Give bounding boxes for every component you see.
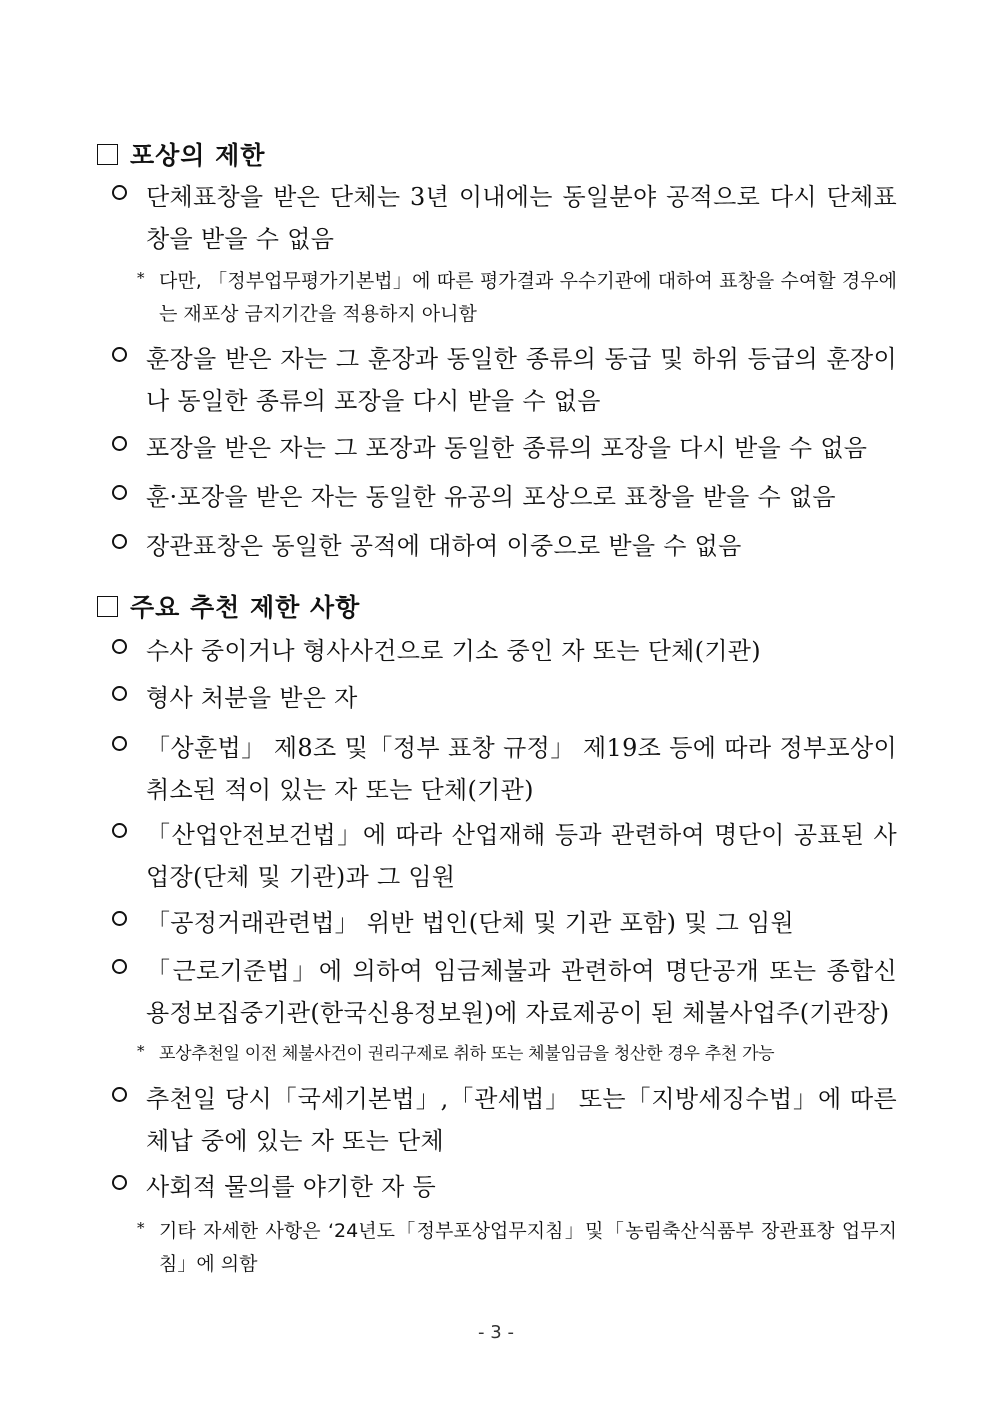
circle-bullet-icon: [112, 436, 127, 451]
list-item: [112, 476, 897, 518]
list-item: [112, 1078, 897, 1162]
circle-bullet-icon: [112, 686, 127, 701]
circle-bullet-icon: [112, 534, 127, 549]
list-item: [112, 902, 897, 944]
asterisk-marker: *: [137, 1042, 145, 1060]
circle-bullet-icon: [112, 911, 127, 926]
footnote-text: 기타 자세한 사항은 ‘24년도「정부포상업무지침」및「농림축산식품부 장관표창 업무지침」에 의함: [159, 1220, 897, 1275]
section-title: 포상의 제한: [130, 141, 266, 170]
asterisk-marker: *: [137, 1219, 145, 1237]
list-item: [112, 525, 897, 567]
circle-bullet-icon: [112, 185, 127, 200]
section-heading-recommendation-restrictions: [97, 588, 360, 624]
checkbox-square-icon: [97, 596, 118, 617]
list-item-text: 「공정거래관련법」 위반 법인(단체 및 기관 포함) 및 그 임원: [146, 909, 795, 937]
list-item-text: 훈장을 받은 자는 그 훈장과 동일한 종류의 동급 및 하위 등급의 훈장이나 동일한 종류의 포장을 다시 받을 수 없음: [146, 345, 897, 415]
footnote: [137, 1038, 897, 1071]
list-item-text: 단체표창을 받은 단체는 3년 이내에는 동일분야 공적으로 다시 단체표창을 받을 수 없음: [146, 183, 897, 253]
list-item: [112, 727, 897, 811]
list-item: [112, 630, 897, 672]
footnote: [137, 1215, 897, 1281]
footnote-text: 포상추천일 이전 체불사건이 권리구제로 취하 또는 체불임금을 청산한 경우 추천 가능: [159, 1044, 775, 1064]
page-number: - 3 -: [478, 1322, 514, 1343]
list-item: [112, 1166, 897, 1208]
list-item: [112, 950, 897, 1034]
checkbox-square-icon: [97, 144, 118, 165]
list-item-text: 장관표창은 동일한 공적에 대하여 이중으로 받을 수 없음: [146, 532, 742, 560]
list-item-text: 수사 중이거나 형사사건으로 기소 중인 자 또는 단체(기관): [146, 637, 761, 665]
section-heading-award-restrictions: [97, 136, 265, 172]
list-item: [112, 176, 897, 260]
circle-bullet-icon: [112, 639, 127, 654]
circle-bullet-icon: [112, 1175, 127, 1190]
list-item-text: 추천일 당시「국세기본법」,「관세법」 또는「지방세징수법」에 따른 체납 중에 있는 자 또는 단체: [146, 1085, 897, 1155]
circle-bullet-icon: [112, 1087, 127, 1102]
list-item-text: 「근로기준법」에 의하여 임금체불과 관련하여 명단공개 또는 종합신용정보집중기관(한국신용정보원)에 자료제공이 된 체불사업주(기관장): [146, 957, 897, 1027]
section-title: 주요 추천 제한 사항: [130, 593, 361, 622]
circle-bullet-icon: [112, 347, 127, 362]
list-item: [112, 338, 897, 422]
circle-bullet-icon: [112, 736, 127, 751]
list-item: [112, 814, 897, 898]
footnote-text: 다만, 「정부업무평가기본법」에 따른 평가결과 우수기관에 대하여 표창을 수여할 경우에는 재포상 금지기간을 적용하지 아니함: [159, 270, 897, 325]
list-item-text: 「산업안전보건법」에 따라 산업재해 등과 관련하여 명단이 공표된 사업장(단체 및 기관)과 그 임원: [146, 821, 897, 891]
list-item: [112, 677, 897, 719]
circle-bullet-icon: [112, 485, 127, 500]
list-item-text: 포장을 받은 자는 그 포장과 동일한 종류의 포장을 다시 받을 수 없음: [146, 434, 868, 462]
list-item-text: 형사 처분을 받은 자: [146, 684, 358, 712]
circle-bullet-icon: [112, 823, 127, 838]
circle-bullet-icon: [112, 959, 127, 974]
footnote: [137, 265, 897, 331]
asterisk-marker: *: [137, 269, 145, 287]
list-item-text: 사회적 물의를 야기한 자 등: [146, 1173, 437, 1201]
list-item: [112, 427, 897, 469]
list-item-text: 훈·포장을 받은 자는 동일한 유공의 포상으로 표창을 받을 수 없음: [146, 483, 836, 511]
list-item-text: 「상훈법」 제8조 및「정부 표창 규정」 제19조 등에 따라 정부포상이 취소된 적이 있는 자 또는 단체(기관): [146, 734, 897, 804]
